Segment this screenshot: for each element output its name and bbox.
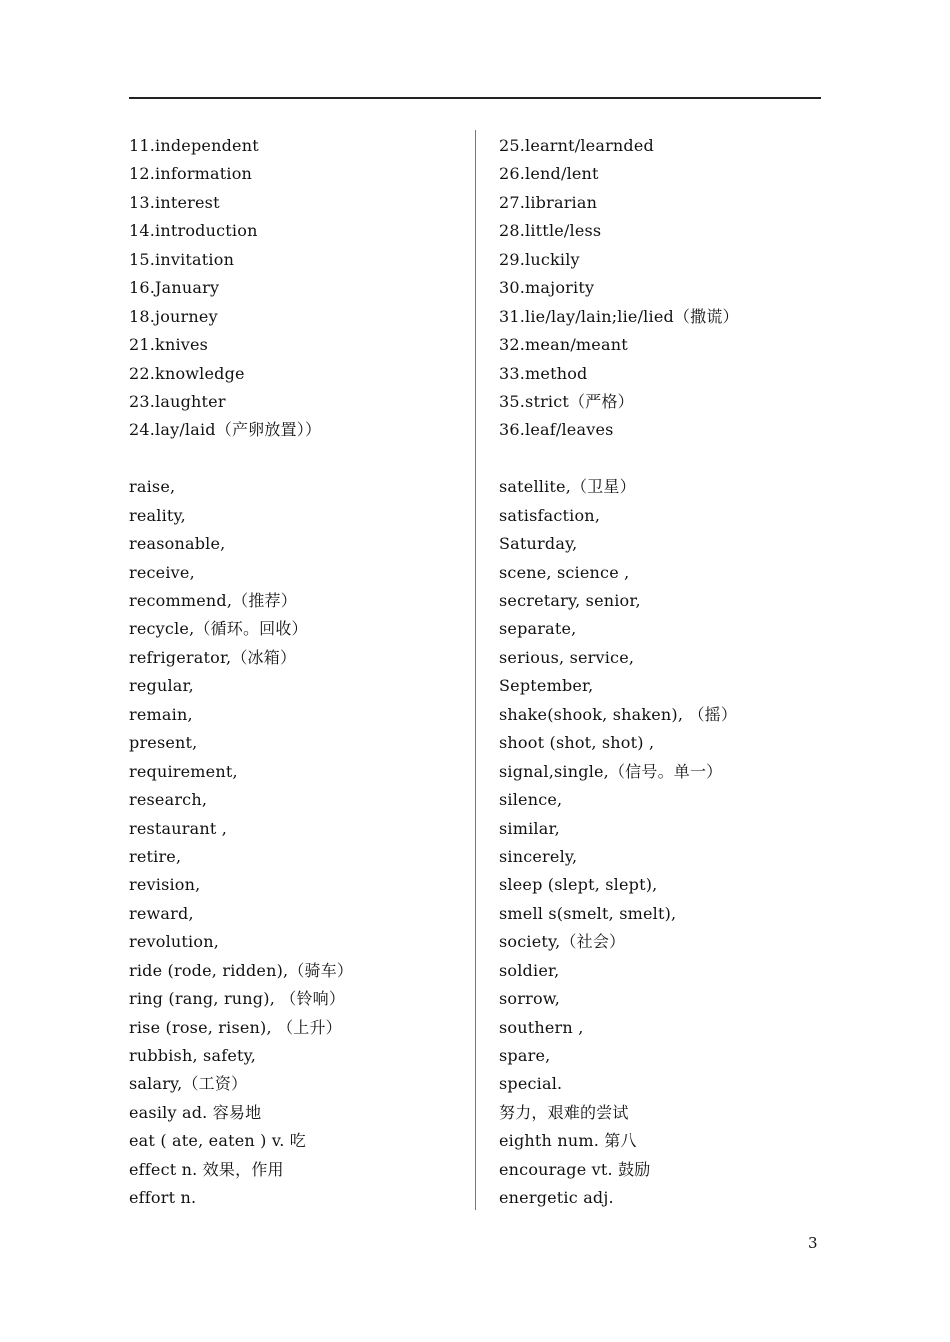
- group-gap: [129, 445, 469, 473]
- vocab-entry: regular,: [129, 676, 194, 696]
- vocab-entry: 24.lay/laid（产卵放置））: [129, 420, 322, 440]
- vocab-entry: requirement,: [129, 761, 238, 781]
- vocab-entry: receive,: [129, 562, 195, 582]
- vocab-entry: 13.interest: [129, 192, 220, 212]
- vocab-entry: remain,: [129, 704, 193, 724]
- vocab-entry: silence,: [499, 790, 563, 810]
- vocab-entry: 36.leaf/leaves: [499, 420, 614, 440]
- vocab-entry: 27.librarian: [499, 192, 598, 212]
- right-column: [499, 132, 839, 1213]
- vocab-entry: 11.independent: [129, 136, 259, 155]
- vocab-entry: spare,: [499, 1046, 551, 1065]
- vocab-entry: recycle,（循环。回收）: [129, 619, 308, 639]
- vocab-entry: eighth num. 第八: [499, 1131, 637, 1151]
- vocab-entry: soldier,: [499, 960, 560, 980]
- vocab-entry: effort n.: [129, 1188, 197, 1208]
- vocab-entry: sleep (slept, slept),: [499, 875, 658, 895]
- vocab-entry: signal,single,（信号。单一）: [499, 761, 723, 781]
- vocab-entry: 18.journey: [129, 306, 218, 326]
- vocab-entry: satisfaction,: [499, 505, 601, 525]
- vocab-entry: rubbish, safety,: [129, 1046, 257, 1065]
- vocab-entry: easily ad. 容易地: [129, 1102, 262, 1122]
- vocab-entry: effect n. 效果，作用: [129, 1159, 284, 1179]
- vocab-entry: raise,: [129, 477, 176, 497]
- vocab-entry: ride (rode, ridden),（骑车）: [129, 960, 354, 980]
- vocab-entry: sorrow,: [499, 989, 561, 1009]
- vocab-entry: special.: [499, 1074, 563, 1094]
- vocab-entry: secretary, senior,: [499, 591, 641, 610]
- vocab-entry: 28.little/less: [499, 221, 602, 241]
- vocab-entry: southern ,: [499, 1017, 584, 1037]
- vocab-entry: eat ( ate, eaten ) v. 吃: [129, 1131, 306, 1151]
- vocab-entry: 33.method: [499, 363, 588, 383]
- vocab-entry: 29.luckily: [499, 249, 580, 269]
- vocab-entry: present,: [129, 733, 198, 753]
- vocab-entry: Saturday,: [499, 534, 578, 554]
- vocab-entry: shoot (shot, shot) ,: [499, 733, 655, 753]
- vocab-entry: 16.January: [129, 278, 220, 298]
- vocab-entry: smell s(smelt, smelt),: [499, 903, 677, 923]
- vocab-entry: encourage vt. 鼓励: [499, 1159, 651, 1179]
- vocab-entry: scene, science ,: [499, 562, 630, 582]
- vocab-entry: ring (rang, rung), （铃响）: [129, 989, 346, 1009]
- right-group-words: [499, 473, 839, 1212]
- column-divider: [475, 130, 476, 1210]
- vocab-entry: energetic adj.: [499, 1188, 614, 1208]
- vocab-entry: 15.invitation: [129, 249, 235, 269]
- vocab-entry: reward,: [129, 903, 194, 923]
- vocab-entry: restaurant ,: [129, 818, 228, 838]
- vocab-entry: 32.mean/meant: [499, 335, 628, 355]
- header-rule: [129, 97, 821, 99]
- vocab-entry: recommend,（推荐）: [129, 591, 297, 610]
- left-group-words: [129, 473, 469, 1212]
- vocab-entry: 26.lend/lent: [499, 164, 599, 184]
- vocab-entry: revolution,: [129, 932, 219, 952]
- vocab-entry: 22.knowledge: [129, 363, 245, 383]
- vocab-entry: society,（社会）: [499, 932, 626, 952]
- left-column: [129, 132, 469, 1213]
- vocab-entry: research,: [129, 790, 208, 810]
- vocab-entry: refrigerator,（冰箱）: [129, 647, 297, 667]
- vocab-entry: reasonable,: [129, 534, 226, 554]
- vocab-entry: retire,: [129, 846, 182, 866]
- vocab-entry: salary,（工资）: [129, 1074, 248, 1094]
- vocab-entry: 23.laughter: [129, 391, 226, 411]
- vocab-entry: revision,: [129, 875, 201, 895]
- left-group-numbered: [129, 132, 469, 445]
- vocab-entry: 14.introduction: [129, 221, 258, 241]
- vocab-entry: separate,: [499, 619, 577, 639]
- vocab-entry: 努力，艰难的尝试: [499, 1102, 629, 1122]
- vocab-entry: 25.learnt/learnded: [499, 136, 654, 155]
- vocab-entry: serious, service,: [499, 647, 635, 667]
- page-number: 3: [808, 1234, 818, 1252]
- vocab-entry: rise (rose, risen), （上升）: [129, 1017, 342, 1037]
- vocab-entry: shake(shook, shaken), （摇）: [499, 704, 738, 724]
- vocab-entry: 21.knives: [129, 335, 209, 355]
- vocab-entry: 35.strict（严格）: [499, 391, 634, 411]
- right-group-numbered: [499, 132, 839, 445]
- vocab-entry: similar,: [499, 818, 560, 838]
- vocab-entry: 12.information: [129, 164, 253, 184]
- group-gap: [499, 445, 839, 473]
- vocab-entry: September,: [499, 676, 594, 696]
- vocab-entry: satellite,（卫星）: [499, 477, 636, 497]
- vocab-entry: 31.lie/lay/lain;lie/lied（撒谎）: [499, 306, 739, 326]
- vocab-entry: sincerely,: [499, 846, 578, 866]
- vocab-entry: reality,: [129, 505, 186, 525]
- vocab-entry: 30.majority: [499, 278, 595, 298]
